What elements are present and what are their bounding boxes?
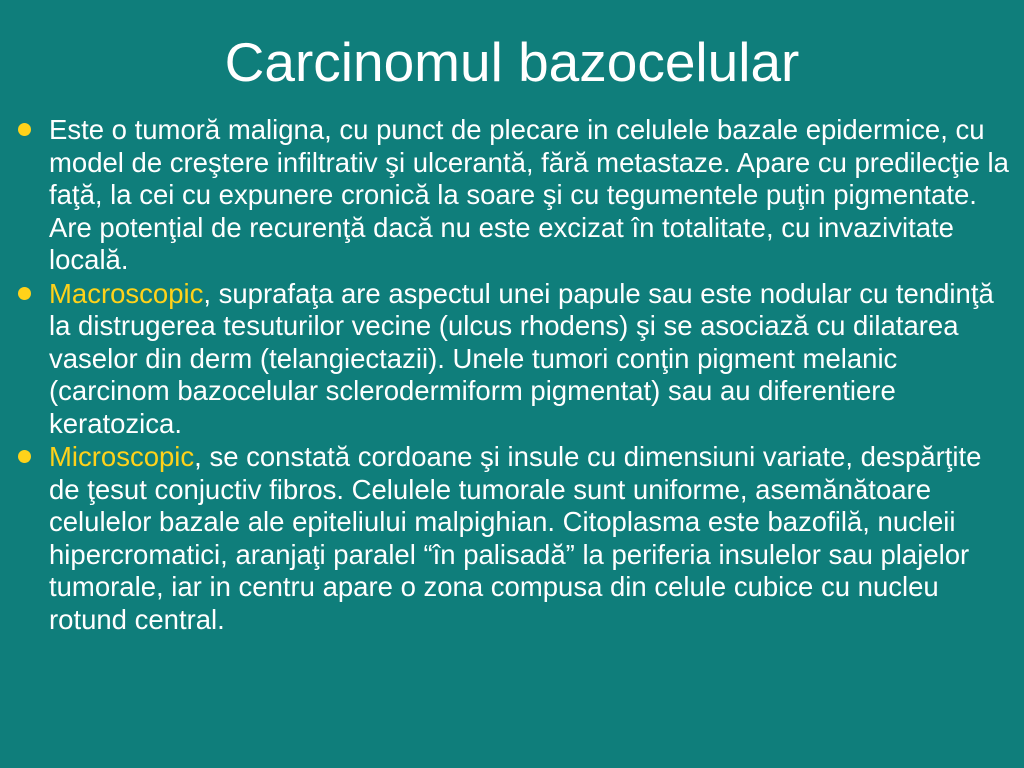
bullet-highlight-term: Macroscopic <box>49 277 204 309</box>
bullet-highlight-term: Microscopic <box>49 441 195 472</box>
bullet-item-microscopic <box>0 441 1024 636</box>
bullet-dot-icon <box>18 450 31 463</box>
bullet-dot-icon <box>18 287 31 300</box>
bullet-text: , suprafaţa are aspectul unei papule sau este nodular cu tendinţă la distrugerea tesuturilor vecine (ulcus rhodens) şi se asociază cu dilatarea vaselor din derm (telangiectazii). Unele tumori conţin pigment melanic (carcinom bazocelular sclerodermiform pigmentat) sau au diferentiere keratozica. <box>49 277 994 439</box>
bullet-dot-icon <box>18 123 31 136</box>
bullet-item-macroscopic <box>0 278 1024 441</box>
slide-title: Carcinomul bazocelular <box>224 31 800 93</box>
bullet-text: , se constată cordoane şi insule cu dimensiuni variate, despărţite de ţesut conjuctiv fibros. Celulele tumorale sunt uniforme, asemănătoare celulelor bazale ale epiteliului malpighian. Citoplasma este bazofilă, nucleii hipercromatici, aranjaţi paralel “în palisadă” la periferia insulelor sau plajelor tumorale, iar in centru apare o zona compusa din celule cubice cu nucleu rotund central. <box>49 441 982 635</box>
bullet-list <box>0 114 1024 637</box>
bullet-item-definition <box>0 114 1024 277</box>
bullet-text: Este o tumoră maligna, cu punct de plecare in celulele bazale epidermice, cu model de creştere infiltrativ şi ulcerantă, fără metastaze. Apare cu predilecţie la faţă, la cei cu expunere cronică la soare şi cu tegumentele puţin pigmentate. Are potenţial de recurenţă dacă nu este excizat în totalitate, cu invazivitate locală. <box>49 114 1009 275</box>
